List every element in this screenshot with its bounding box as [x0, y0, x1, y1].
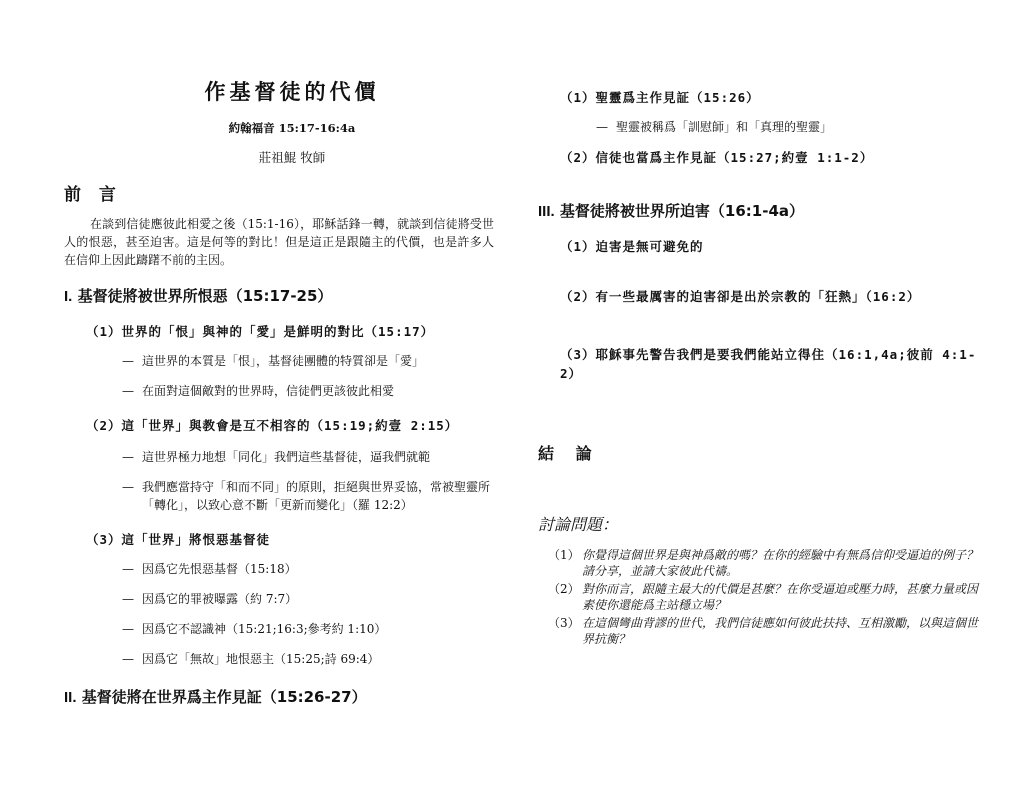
- section-1-point-2-sub-1: — 這世界極力地想「同化」我們這些基督徒，逼我們就範: [122, 450, 431, 464]
- section-1-number: I.: [64, 288, 73, 305]
- section-1-point-3-sub-4: — 因爲它「無故」地恨惡主（15:25;詩 69:4）: [122, 652, 380, 666]
- section-3-heading: [538, 200, 978, 221]
- speaker-name: 莊祖鯤 牧師: [258, 150, 326, 165]
- right-column: [538, 88, 978, 647]
- section-2-point-2: （2）信徒也當爲主作見証（15:27;約壹 1:1-2）: [560, 150, 874, 165]
- section-1-point-1-sub-1: — 這世界的本質是「恨」，基督徒團體的特質卻是「愛」: [122, 354, 425, 368]
- section-1-title: 基督徒將被世界所恨惡（15:17-25）: [77, 287, 333, 305]
- section-3-title: 基督徒將被世界所迫害（16:1-4a）: [559, 202, 805, 220]
- conclusion-heading: 結 論: [538, 444, 600, 463]
- section-1-point-2: （2）這「世界」與教會是互不相容的（15:19;約壹 2:15）: [86, 418, 459, 433]
- section-1-point-1: （1）世界的「恨」與神的「愛」是鮮明的對比（15:17）: [86, 324, 435, 339]
- section-1-point-3: （3）這「世界」將恨惡基督徒: [86, 532, 271, 547]
- section-1-point-3-sub-3: — 因爲它不認識神（15:21;16:3;參考約 1:10）: [122, 622, 387, 636]
- section-2-number: II.: [64, 689, 77, 706]
- section-1-heading: [64, 285, 504, 306]
- section-3-number: III.: [538, 203, 555, 220]
- section-1-point-1-sub-2: — 在面對這個敵對的世界時，信徒們更該彼此相愛: [122, 384, 395, 398]
- scripture-reference: 約翰福音 15:17-16:4a: [228, 121, 356, 135]
- section-3-point-2: （2）有一些最厲害的迫害卻是出於宗教的「狂熱」（16:2）: [560, 289, 921, 304]
- section-1-point-2-sub-2: — 我們應當持守「和而不同」的原則，拒絕與世界妥協，常被聖靈所「轉化」，以致心意不斷「更新而變化」（羅 12:2）: [122, 480, 491, 512]
- intro-paragraph: 在談到信徒應彼此相愛之後（15:1-16），耶穌話鋒一轉，就談到信徒將受世人的恨惡，甚至迫害。這是何等的對比！但是這正是跟隨主的代價，也是許多人在信仰上因此躊躇不前的主因。: [64, 217, 494, 267]
- left-column: [64, 76, 504, 707]
- discussion-question-3: （3） 在這個彎曲背謬的世代，我們信徒應如何彼此扶持、互相激勵，以與這個世界抗衡？: [548, 616, 979, 646]
- discussion-question-1: （1） 你覺得這個世界是與神爲敵的嗎？在你的經驗中有無爲信仰受逼迫的例子？請分享，並請大家彼此代禱。: [548, 548, 979, 578]
- discussion-heading: 討論問題：: [538, 515, 619, 534]
- section-2-point-1: （1）聖靈爲主作見証（15:26）: [560, 90, 760, 105]
- intro-heading: 前 言: [64, 185, 122, 205]
- section-2-heading: [64, 686, 504, 707]
- section-3-point-3: （3）耶穌事先警告我們是要我們能站立得住（16:1,4a;彼前 4:1-2）: [560, 347, 977, 381]
- sermon-title: 作基督徒的代價: [204, 80, 380, 104]
- section-1-point-3-sub-2: — 因爲它的罪被曝露（約 7:7）: [122, 592, 298, 606]
- discussion-question-2: （2） 對你而言，跟隨主最大的代價是甚麼？在你受逼迫或壓力時，甚麼力量或因素使你還能爲主站穩立場？: [548, 582, 979, 612]
- section-3-point-1: （1）迫害是無可避免的: [560, 239, 704, 254]
- section-2-title: 基督徒將在世界爲主作見証（15:26-27）: [81, 688, 367, 706]
- section-1-point-3-sub-1: — 因爲它先恨惡基督（15:18）: [122, 562, 297, 576]
- section-2-point-1-sub-1: — 聖靈被稱爲「訓慰師」和「真理的聖靈」: [596, 120, 833, 134]
